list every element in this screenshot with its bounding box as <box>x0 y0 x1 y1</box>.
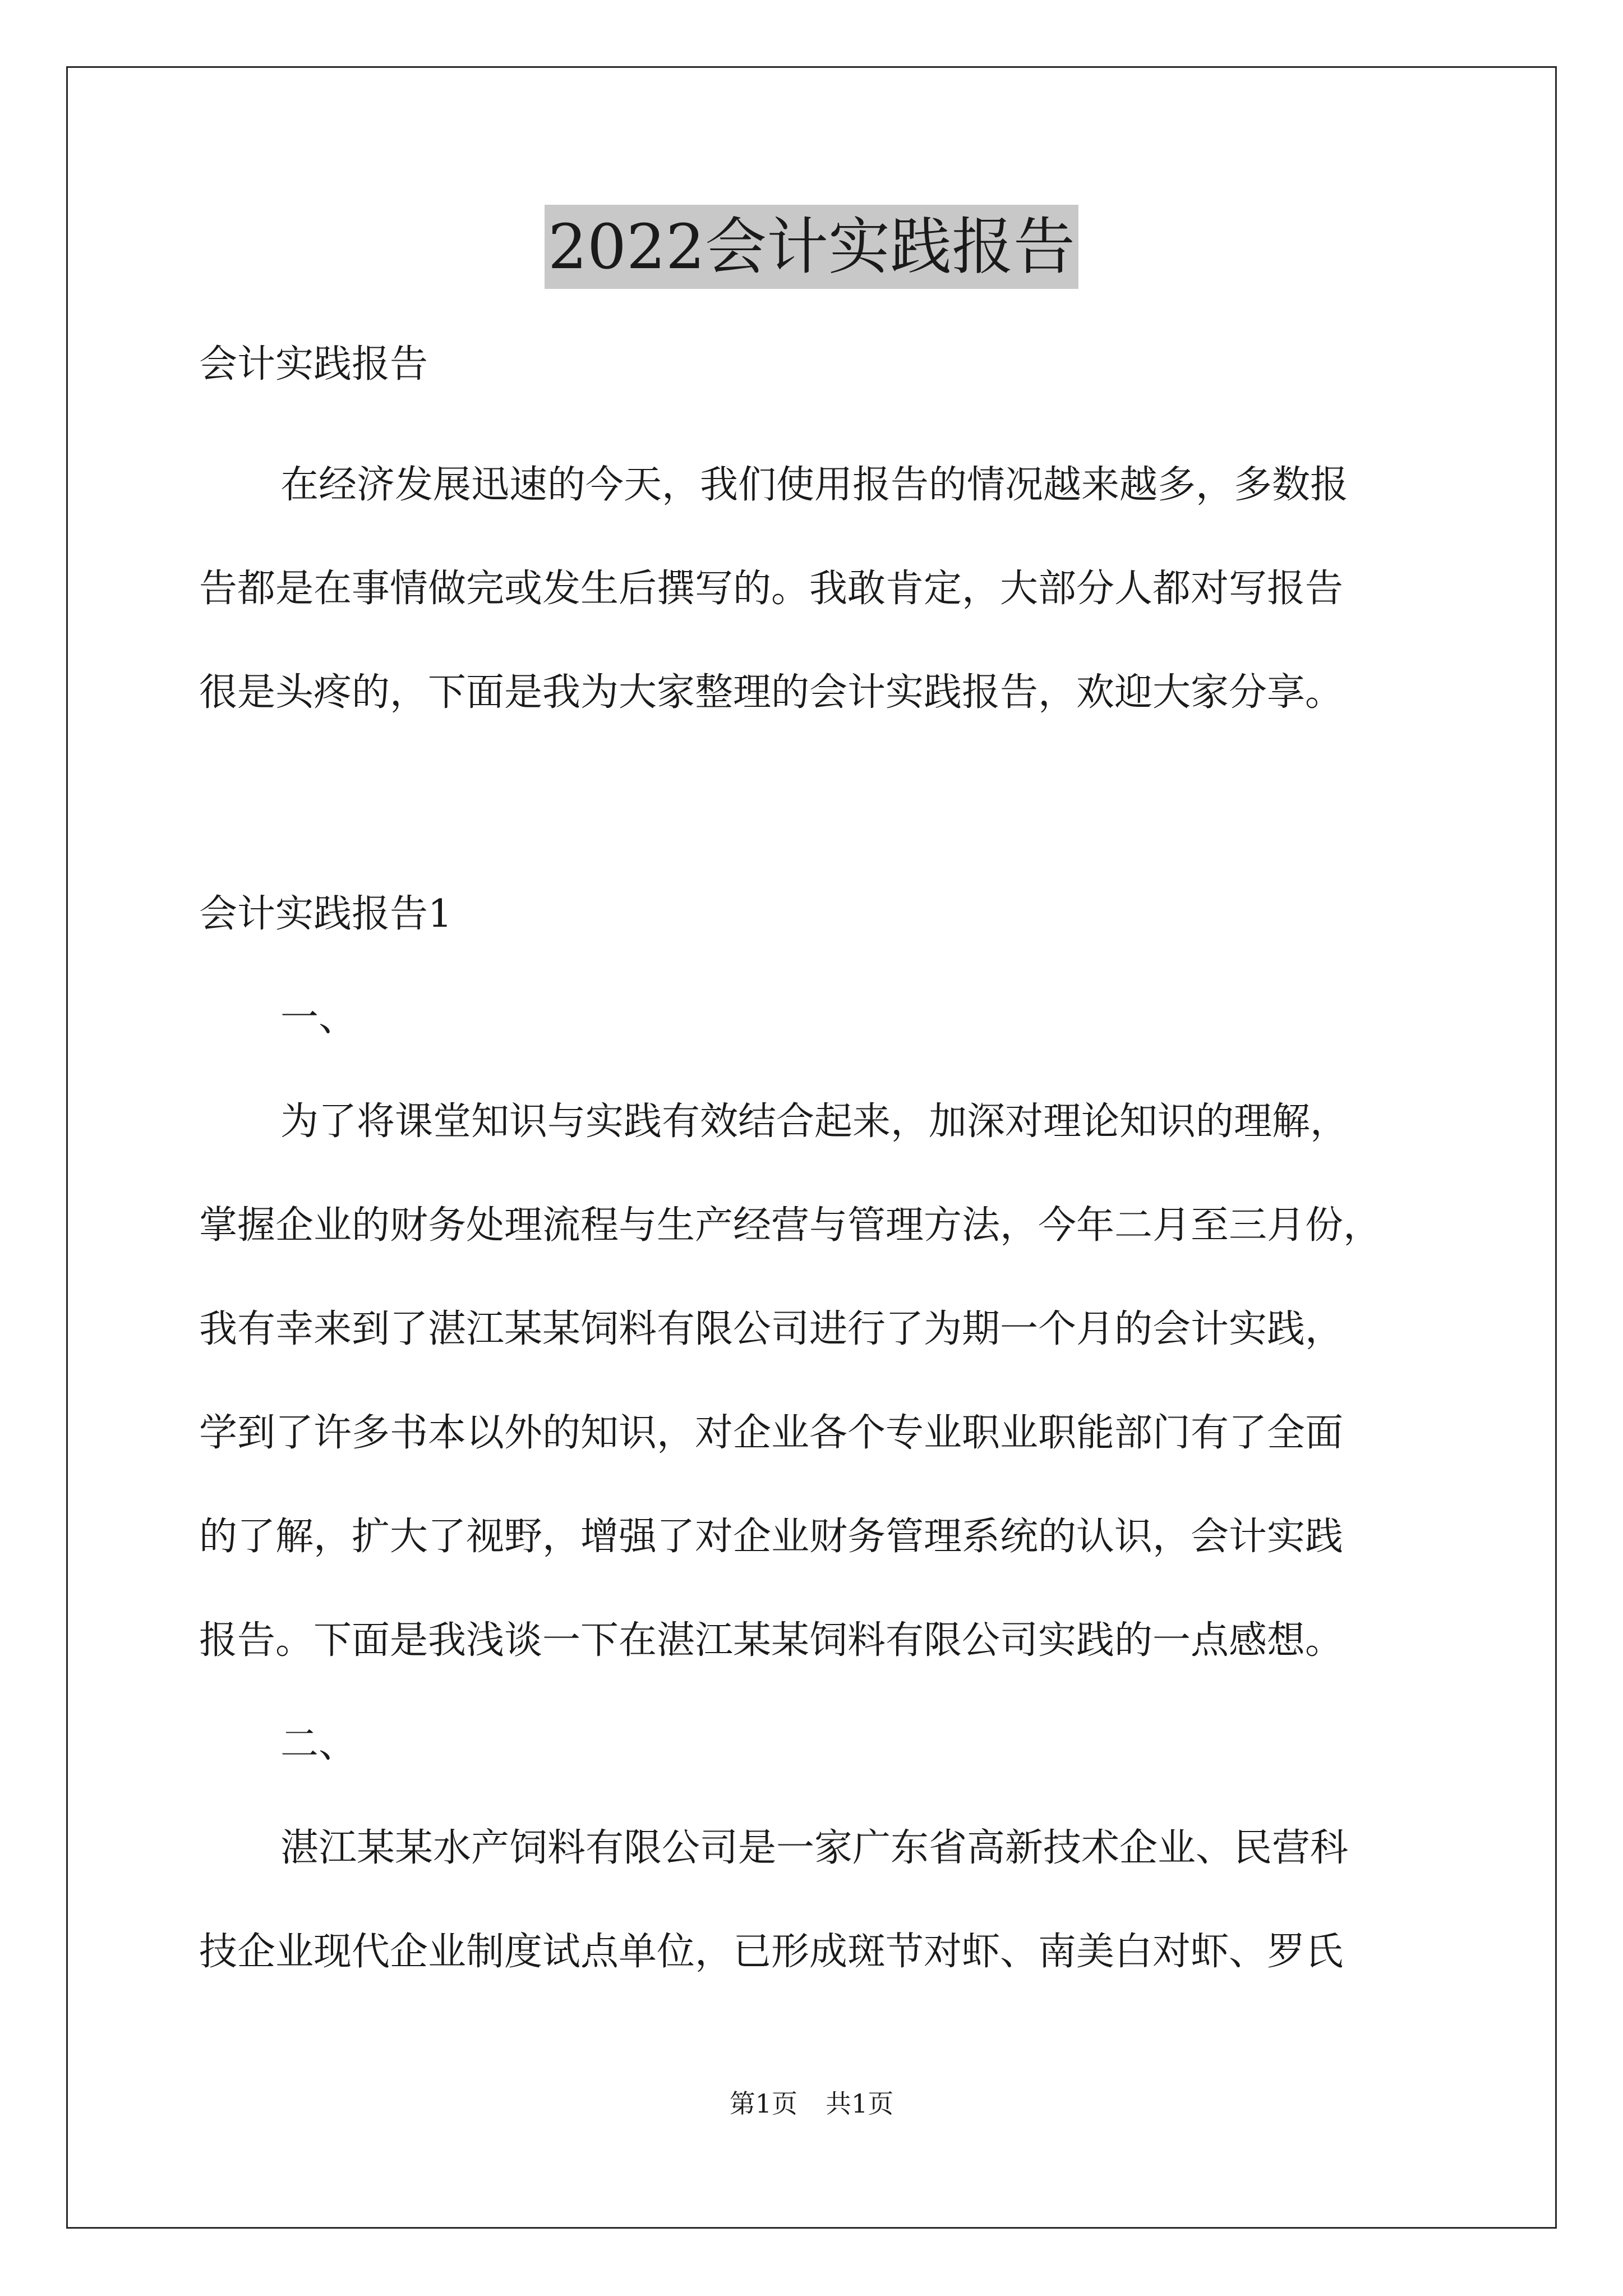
paragraph-line: 技企业现代企业制度试点单位，已形成斑节对虾、南美白对虾、罗氏 <box>199 1930 1344 1974</box>
numbered-heading: 二、 <box>280 1722 357 1766</box>
numbered-heading: 一、 <box>280 996 357 1040</box>
paragraph-line: 为了将课堂知识与实践有效结合起来，加深对理论知识的理解， <box>280 1099 1349 1144</box>
document-title <box>0 205 1623 289</box>
page-footer <box>0 2087 1623 2120</box>
paragraph-line: 告都是在事情做完或发生后撰写的。我敢肯定，大部分人都对写报告 <box>199 567 1344 611</box>
paragraph-line: 我有幸来到了湛江某某饲料有限公司进行了为期一个月的会计实践， <box>199 1307 1344 1351</box>
paragraph-line: 掌握企业的财务处理流程与生产经营与管理方法，今年二月至三月份， <box>199 1203 1382 1248</box>
section-heading: 会计实践报告 <box>199 342 428 386</box>
paragraph-line: 在经济发展迅速的今天，我们使用报告的情况越来越多，多数报 <box>280 463 1349 507</box>
document-title-text: 2022会计实践报告 <box>545 205 1078 289</box>
page-number: 第1页 <box>729 2088 797 2119</box>
section-heading: 会计实践报告1 <box>199 892 453 936</box>
paragraph-line: 很是头疼的，下面是我为大家整理的会计实践报告，欢迎大家分享。 <box>199 670 1344 715</box>
paragraph-line: 学到了许多书本以外的知识，对企业各个专业职业职能部门有了全面 <box>199 1411 1344 1455</box>
page-total: 共1页 <box>826 2088 894 2119</box>
paragraph-line: 湛江某某水产饲料有限公司是一家广东省高新技术企业、民营科 <box>280 1826 1349 1870</box>
paragraph-line: 的了解，扩大了视野，增强了对企业财务管理系统的认识，会计实践 <box>199 1515 1344 1559</box>
paragraph-line: 报告。下面是我浅谈一下在湛江某某饲料有限公司实践的一点感想。 <box>199 1618 1344 1663</box>
